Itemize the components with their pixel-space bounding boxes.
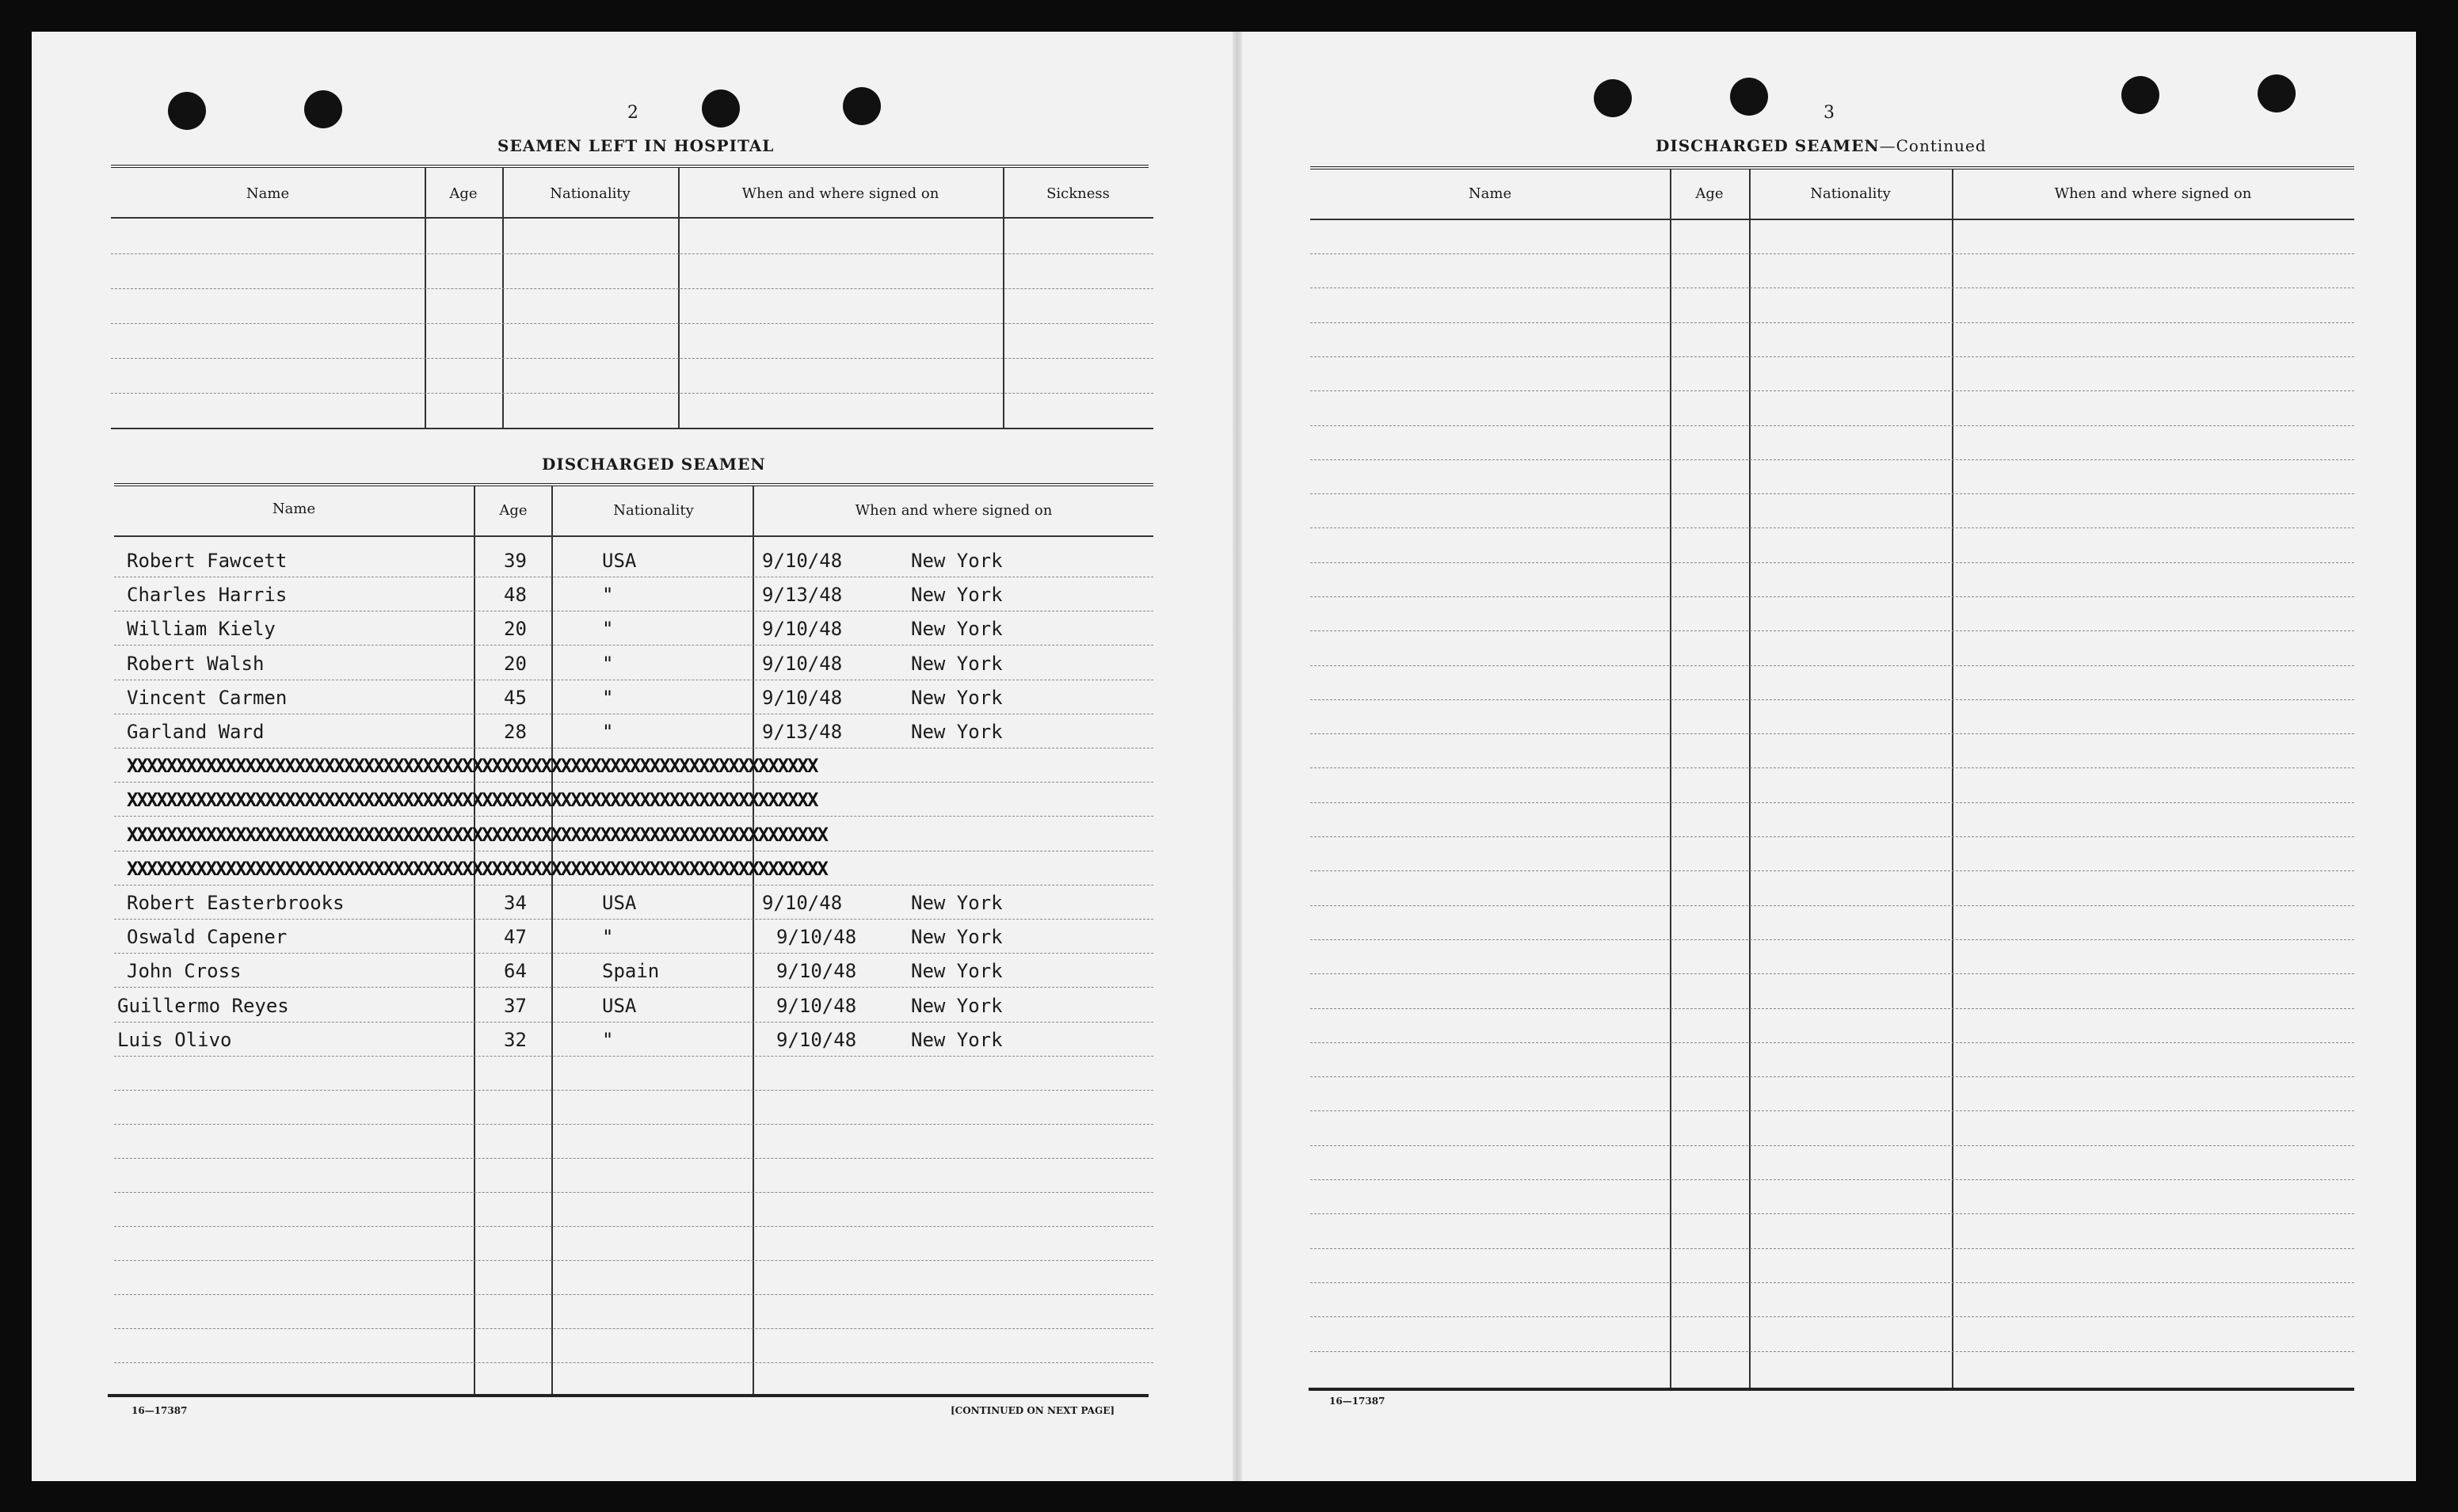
continued-note: [CONTINUED ON NEXT PAGE] xyxy=(951,1405,1115,1416)
punch-hole xyxy=(702,90,740,128)
hospital-row-line xyxy=(111,253,1153,254)
seaman-name: Robert Walsh xyxy=(127,653,265,675)
row-line xyxy=(1310,527,2354,528)
seaman-nationality: USA xyxy=(602,892,637,914)
seaman-name: Robert Easterbrooks xyxy=(127,892,345,914)
page-fold xyxy=(1233,32,1242,1481)
row-line xyxy=(114,1362,1153,1363)
seaman-name: Garland Ward xyxy=(127,721,265,743)
seaman-age: 20 xyxy=(504,653,527,675)
row-line xyxy=(114,1090,1153,1091)
seaman-nationality: " xyxy=(602,584,614,606)
discharged-col-signed-on: When and where signed on xyxy=(855,502,1053,519)
row-line xyxy=(1310,562,2354,563)
row-line xyxy=(1310,596,2354,597)
discharged-col-divider xyxy=(753,486,754,1396)
signed-on-place: New York xyxy=(911,550,1003,572)
right-col-name: Name xyxy=(1468,185,1512,202)
signed-on-place: New York xyxy=(911,1029,1003,1051)
row-line xyxy=(1310,870,2354,871)
row-line xyxy=(114,645,1153,646)
discharged-header-rule xyxy=(114,535,1153,537)
hospital-col-sickness: Sickness xyxy=(1046,185,1110,202)
right-col-divider xyxy=(1749,169,1751,1389)
signed-on-place: New York xyxy=(911,960,1003,982)
struck-out-row: XXXXXXXXXXXXXXXXXXXXXXXXXXXXXXXXXXXXXXXXXXXXXXXXXXXXXXXXXXXXXXXXXXXXXX xyxy=(127,789,817,811)
row-line xyxy=(114,1226,1153,1227)
row-line xyxy=(114,782,1153,783)
seaman-nationality: Spain xyxy=(602,960,660,982)
hospital-row-line xyxy=(111,323,1153,324)
right-title-main: DISCHARGED SEAMEN xyxy=(1656,136,1880,155)
punch-hole xyxy=(843,87,881,125)
right-title-suffix: —Continued xyxy=(1879,136,1987,155)
row-line xyxy=(1310,1213,2354,1214)
row-line xyxy=(1310,253,2354,254)
punch-hole xyxy=(168,92,206,130)
row-line xyxy=(1310,630,2354,631)
hospital-col-divider xyxy=(678,168,680,429)
signed-on-date: 9/10/48 xyxy=(762,687,843,709)
discharged-table-bottom-rule xyxy=(108,1394,1149,1397)
signed-on-date: 9/10/48 xyxy=(762,550,843,572)
struck-out-row: XXXXXXXXXXXXXXXXXXXXXXXXXXXXXXXXXXXXXXXXXXXXXXXXXXXXXXXXXXXXXXXXXXXXXX xyxy=(127,755,817,777)
signed-on-place: New York xyxy=(911,926,1003,948)
hospital-header-rule xyxy=(111,217,1153,219)
discharged-table-top-rule xyxy=(114,483,1153,488)
row-line xyxy=(1310,459,2354,460)
right-col-divider xyxy=(1952,169,1953,1389)
row-line xyxy=(114,953,1153,954)
hospital-table-bottom-rule xyxy=(111,428,1153,429)
seaman-name: John Cross xyxy=(127,960,242,982)
row-line xyxy=(114,1022,1153,1023)
discharged-col-divider xyxy=(474,486,475,1396)
signed-on-date: 9/10/48 xyxy=(762,653,843,675)
seaman-age: 45 xyxy=(504,687,527,709)
signed-on-place: New York xyxy=(911,995,1003,1017)
seaman-name: William Kiely xyxy=(127,618,276,640)
right-col-signed-on: When and where signed on xyxy=(2054,185,2252,202)
seaman-name: Vincent Carmen xyxy=(127,687,288,709)
hospital-col-divider xyxy=(502,168,504,429)
seaman-age: 64 xyxy=(504,960,527,982)
seaman-age: 37 xyxy=(504,995,527,1017)
hospital-col-age: Age xyxy=(449,185,478,202)
discharged-col-name: Name xyxy=(272,501,316,517)
punch-hole xyxy=(2258,74,2296,112)
signed-on-date: 9/10/48 xyxy=(762,892,843,914)
right-col-age: Age xyxy=(1695,185,1724,202)
signed-on-date: 9/10/48 xyxy=(762,618,843,640)
row-line xyxy=(1310,699,2354,700)
struck-out-row: XXXXXXXXXXXXXXXXXXXXXXXXXXXXXXXXXXXXXXXXXXXXXXXXXXXXXXXXXXXXXXXXXXXXXXX xyxy=(127,858,827,880)
row-line xyxy=(1310,733,2354,734)
hospital-table-top-rule xyxy=(111,165,1149,169)
hospital-col-divider xyxy=(1003,168,1004,429)
seaman-nationality: " xyxy=(602,618,614,640)
signed-on-date: 9/13/48 xyxy=(762,721,843,743)
row-line xyxy=(1310,1316,2354,1317)
signed-on-date: 9/10/48 xyxy=(776,995,857,1017)
right-table-top-rule xyxy=(1310,166,2354,171)
hospital-col-nationality: Nationality xyxy=(550,185,631,202)
seaman-name: Charles Harris xyxy=(127,584,288,606)
row-line xyxy=(1310,1110,2354,1111)
hospital-col-divider xyxy=(425,168,426,429)
signed-on-place: New York xyxy=(911,892,1003,914)
hospital-col-name: Name xyxy=(246,185,290,202)
seaman-name: Guillermo Reyes xyxy=(117,995,289,1017)
row-line xyxy=(1310,1076,2354,1077)
discharged-col-age: Age xyxy=(499,502,528,519)
punch-hole xyxy=(1730,78,1768,116)
struck-out-row: XXXXXXXXXXXXXXXXXXXXXXXXXXXXXXXXXXXXXXXXXXXXXXXXXXXXXXXXXXXXXXXXXXXXXXX xyxy=(127,824,827,846)
row-line xyxy=(114,1192,1153,1193)
seaman-nationality: " xyxy=(602,721,614,743)
signed-on-place: New York xyxy=(911,721,1003,743)
row-line xyxy=(1310,939,2354,940)
signed-on-date: 9/10/48 xyxy=(776,960,857,982)
signed-on-place: New York xyxy=(911,584,1003,606)
hospital-section-title: SEAMEN LEFT IN HOSPITAL xyxy=(497,136,775,155)
row-line xyxy=(114,1294,1153,1295)
right-form-number: 16—17387 xyxy=(1329,1396,1385,1407)
seaman-name: Robert Fawcett xyxy=(127,550,288,572)
row-line xyxy=(1310,390,2354,391)
hospital-row-line xyxy=(111,288,1153,289)
right-section-title xyxy=(1656,136,1987,155)
seaman-nationality: " xyxy=(602,926,614,948)
discharged-col-divider xyxy=(551,486,553,1396)
signed-on-date: 9/10/48 xyxy=(776,1029,857,1051)
punch-hole xyxy=(2121,76,2159,114)
seaman-name: Luis Olivo xyxy=(117,1029,232,1051)
row-line xyxy=(114,1124,1153,1125)
seaman-age: 48 xyxy=(504,584,527,606)
hospital-row-line xyxy=(111,393,1153,394)
row-line xyxy=(1310,425,2354,426)
seaman-nationality: USA xyxy=(602,550,637,572)
row-line xyxy=(1310,1145,2354,1146)
row-line xyxy=(114,1158,1153,1159)
left-page-number: 2 xyxy=(627,103,638,123)
row-line xyxy=(1310,322,2354,323)
row-line xyxy=(1310,1351,2354,1352)
row-line xyxy=(1310,836,2354,837)
seaman-name: Oswald Capener xyxy=(127,926,288,948)
right-col-nationality: Nationality xyxy=(1810,185,1891,202)
signed-on-place: New York xyxy=(911,653,1003,675)
right-page-number: 3 xyxy=(1823,103,1835,123)
signed-on-place: New York xyxy=(911,618,1003,640)
signed-on-place: New York xyxy=(911,687,1003,709)
row-line xyxy=(1310,1008,2354,1009)
row-line xyxy=(1310,905,2354,906)
row-line xyxy=(114,987,1153,988)
row-line xyxy=(1310,1042,2354,1043)
discharged-section-title: DISCHARGED SEAMEN xyxy=(542,455,766,474)
right-header-rule xyxy=(1310,219,2354,220)
seaman-age: 47 xyxy=(504,926,527,948)
hospital-row-line xyxy=(111,358,1153,359)
row-line xyxy=(114,919,1153,920)
seaman-nationality: USA xyxy=(602,995,637,1017)
seaman-age: 34 xyxy=(504,892,527,914)
punch-hole xyxy=(304,90,342,128)
seaman-nationality: " xyxy=(602,653,614,675)
row-line xyxy=(114,1328,1153,1329)
signed-on-date: 9/10/48 xyxy=(776,926,857,948)
left-form-number: 16—17387 xyxy=(131,1405,188,1416)
hospital-col-signed-on: When and where signed on xyxy=(741,185,939,202)
row-line xyxy=(1310,356,2354,357)
row-line xyxy=(1310,493,2354,494)
row-line xyxy=(114,816,1153,817)
row-line xyxy=(1310,1248,2354,1249)
seaman-age: 28 xyxy=(504,721,527,743)
seaman-nationality: " xyxy=(602,1029,614,1051)
right-table-bottom-rule xyxy=(1309,1388,2354,1391)
seaman-age: 20 xyxy=(504,618,527,640)
row-line xyxy=(114,1260,1153,1261)
row-line xyxy=(1310,1179,2354,1180)
row-line xyxy=(1310,1282,2354,1283)
row-line xyxy=(1310,973,2354,974)
row-line xyxy=(1310,665,2354,666)
seaman-nationality: " xyxy=(602,687,614,709)
punch-hole xyxy=(1594,79,1632,117)
row-line xyxy=(1310,767,2354,768)
row-line xyxy=(114,1056,1153,1057)
signed-on-date: 9/13/48 xyxy=(762,584,843,606)
row-line xyxy=(1310,802,2354,803)
seaman-age: 32 xyxy=(504,1029,527,1051)
right-col-divider xyxy=(1670,169,1671,1389)
discharged-col-nationality: Nationality xyxy=(613,502,694,519)
seaman-age: 39 xyxy=(504,550,527,572)
